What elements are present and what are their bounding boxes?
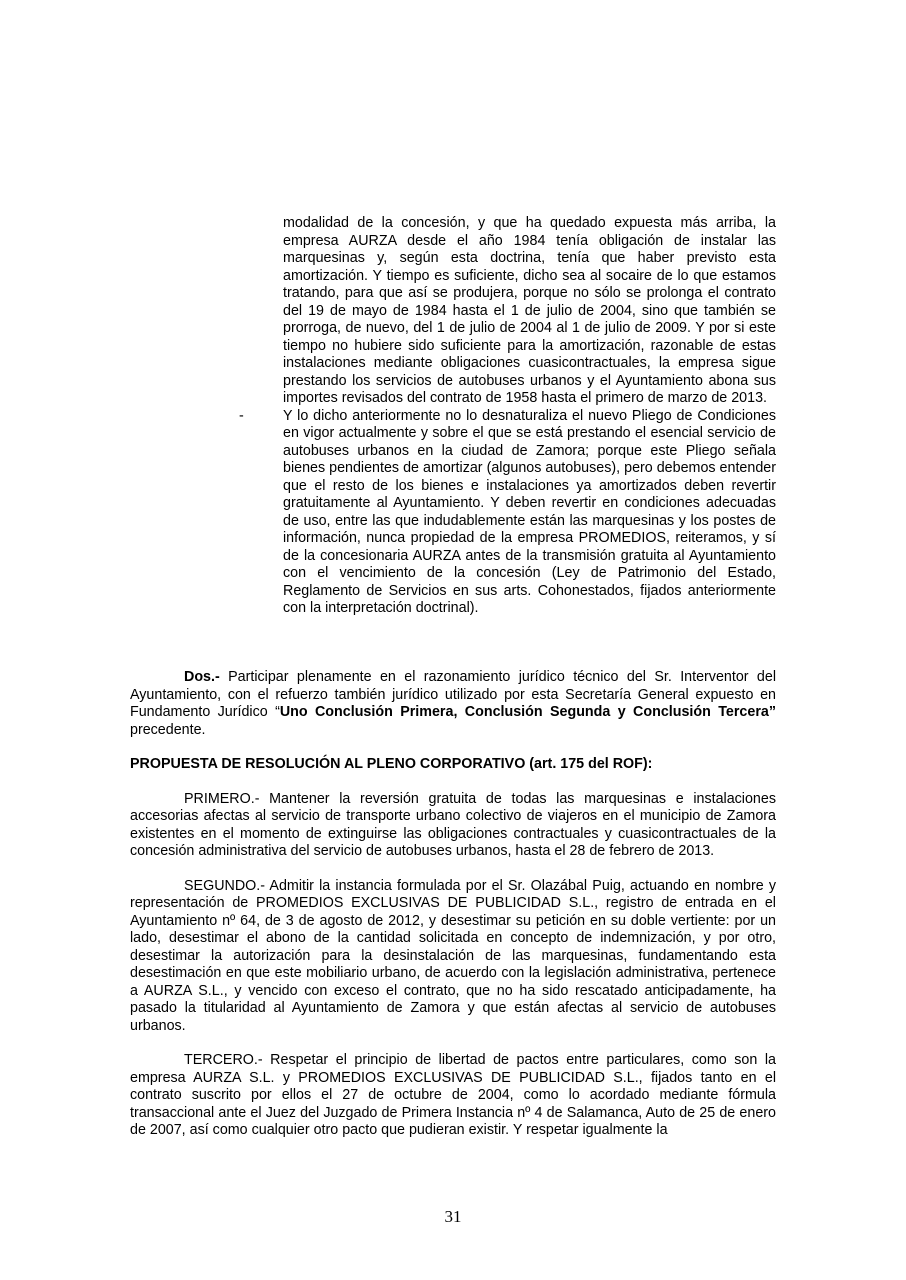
- indented-list-block: [239, 215, 776, 618]
- tercero-paragraph: TERCERO.- Respetar el principio de libertad de pactos entre particulares, como son la empresa AURZA S.L. y PROMEDIOS EXCLUSIVAS DE PUBLICIDAD S.L., fijados tanto en el contrato suscrito por ellos el 27 de octubre de 2004, como lo acordado mediante fórmula transaccional ante el Juez del Juzgado de Primera Instancia nº 4 de Salamanca, Auto de 25 de enero de 2007, así como cualquier otro pacto que pudieran existir. Y respetar igualmente la: [130, 1052, 776, 1138]
- dos-text: Participar plenamente en el razonamiento jurídico técnico del Sr. Interventor del Ayuntamiento, con el refuerzo también jurídico utilizado por esta Secretaría General expuesto en Fundamento Jurídico “: [130, 669, 776, 720]
- dos-tail: precedente.: [130, 721, 206, 738]
- section-heading: PROPUESTA DE RESOLUCIÓN AL PLENO CORPORATIVO (art. 175 del ROF):: [130, 756, 653, 772]
- list-item-text: Y lo dicho anteriormente no lo desnaturaliza el nuevo Pliego de Condiciones en vigor actualmente y sobre el que se está prestando el esencial servicio de autobuses urbanos en la ciudad de Zamora; porque este Pliego señala bienes pendientes de amortizar (algunos autobuses), pero debemos entender que el resto de los bienes e instalaciones ya amortizados deben revertir gratuitamente al Ayuntamiento. Y deben revertir en condiciones adecuadas de uso, entre las que indudablemente están las marquesinas y los postes de información, nunca propiedad de la empresa PROMEDIOS, reiteramos, y sí de la concesionaria AURZA antes de la transmisión gratuita al Ayuntamiento con el vencimiento de la concesión (Ley de Patrimonio del Estado, Reglamento de Servicios en sus arts. Cohonestados, fijados anteriormente con la interpretación doctrinal).: [283, 407, 776, 616]
- list-item: [239, 407, 776, 618]
- dos-label: Dos.-: [184, 669, 220, 685]
- primero-paragraph: PRIMERO.- Mantener la reversión gratuita de todas las marquesinas e instalaciones accesorias afectas al servicio de transporte urbano colectivo de viajeros en el municipio de Zamora existentes en el momento de extinguirse las obligaciones contractuales y cuasicontractuales de la concesión administrativa del servicio de autobuses urbanos, hasta el 28 de febrero de 2013.: [130, 790, 776, 859]
- continuation-paragraph: modalidad de la concesión, y que ha quedado expuesta más arriba, la empresa AURZA desde el año 1984 tenía obligación de instalar las marquesinas y, según esta doctrina, tenía que haber previsto esta amortización. Y tiempo es suficiente, dicho sea al socaire de lo que estamos tratando, para que así se produjera, porque no sólo se prolonga el contrato del 19 de mayo de 1984 hasta el 1 de julio de 2004, sino que también se prorroga, de nuevo, del 1 de julio de 2004 al 1 de julio de 2009. Y por si este tiempo no hubiere sido suficiente para la amortización, razonable de estas instalaciones mediante obligaciones cuasicontractuales, la empresa sigue prestando los servicios de autobuses urbanos y el Ayuntamiento abona sus importes revisados del contrato de 1958 hasta el primero de marzo de 2013.: [283, 215, 776, 406]
- dos-bold-reference: Uno Conclusión Primera, Conclusión Segunda y Conclusión Tercera”: [279, 704, 776, 720]
- bullet-marker: -: [239, 407, 244, 424]
- main-body: [130, 669, 776, 1157]
- page-number: 31: [444, 1207, 462, 1226]
- segundo-paragraph: SEGUNDO.- Admitir la instancia formulada por el Sr. Olazábal Puig, actuando en nombre y representación de PROMEDIOS EXCLUSIVAS DE PUBLICIDAD S.L., registro de entrada en el Ayuntamiento nº 64, de 3 de agosto de 2012, y desestimar su petición en su doble vertiente: por un lado, desestimar el abono de la cantidad solicitada en concepto de indemnización, y por otro, desestimar la autorización para la desinstalación de las marquesinas, fundamentando esta desestimación en que este mobiliario urbano, de acuerdo con la legislación administrativa, pertenece a AURZA S.L., y vencido con exceso el contrato, que no ha sido rescatado anticipadamente, ha pasado la titularidad al Ayuntamiento de Zamora y que están afectas al servicio de autobuses urbanos.: [130, 877, 776, 1034]
- dos-paragraph: [130, 669, 776, 739]
